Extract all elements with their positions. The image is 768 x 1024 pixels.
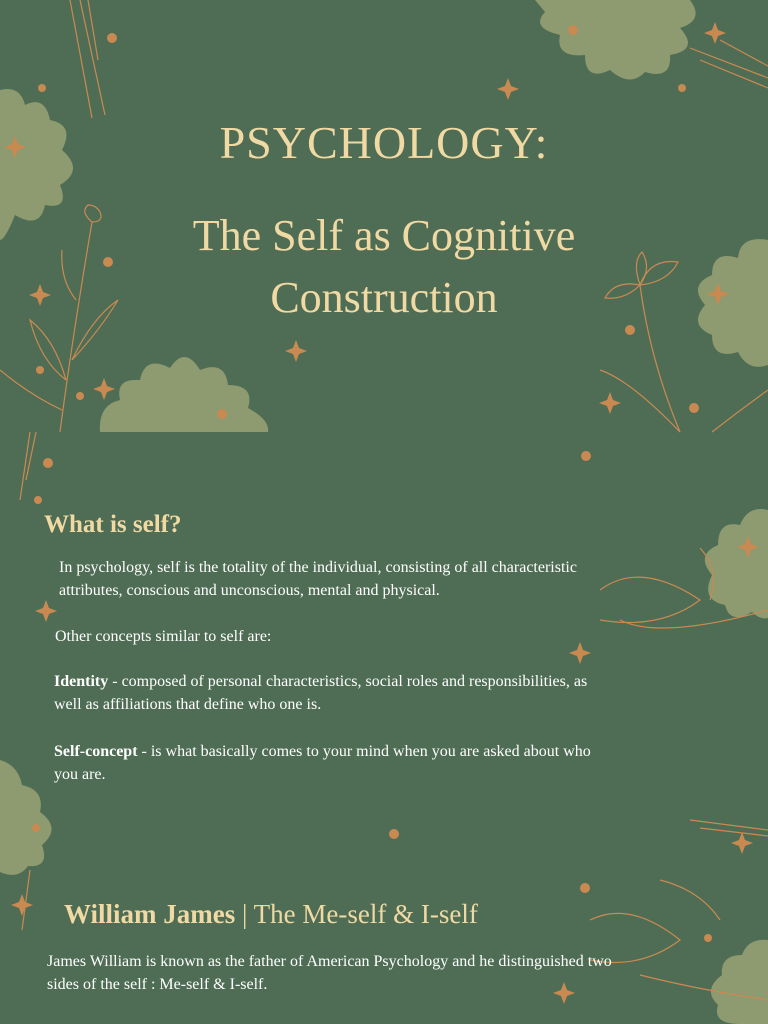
self-concept-paragraph	[54, 740, 591, 786]
self-concept-line-1	[54, 740, 591, 763]
section-heading-william-james	[64, 899, 478, 930]
definition-paragraph	[59, 556, 577, 602]
page-subtitle	[84, 205, 684, 329]
page-title: PSYCHOLOGY:	[219, 117, 549, 168]
section-heading-what-is-self: What is self?	[44, 511, 182, 538]
identity-line-2: well as affiliations that define who one is.	[54, 696, 322, 713]
self-concept-text: - is what basically comes to your mind when you are asked about who	[137, 743, 591, 760]
self-concept-term: Self-concept	[54, 743, 138, 760]
william-james-paragraph	[47, 950, 612, 996]
identity-term: Identity	[54, 673, 109, 690]
william-james-line-1: James William is known as the father of American Psychology and he distinguished two	[47, 953, 612, 970]
subtitle-line-2: Construction	[270, 273, 498, 322]
similar-concepts-intro: Other concepts similar to self are:	[55, 628, 272, 645]
definition-line-1: In psychology, self is the totality of the individual, consisting of all characteristic	[59, 559, 577, 576]
self-concept-line-2: you are.	[54, 766, 106, 783]
identity-line-1	[54, 670, 587, 693]
william-james-line-2: sides of the self : Me-self & I-self.	[47, 976, 268, 993]
subtitle-line-1: The Self as Cognitive	[192, 211, 576, 260]
william-james-subtitle: | The Me-self & I-self	[235, 899, 478, 929]
definition-line-2: attributes, conscious and unconscious, mental and physical.	[59, 582, 440, 599]
william-james-name: William James	[64, 899, 236, 929]
identity-text: - composed of personal characteristics, social roles and responsibilities, as	[108, 673, 588, 690]
identity-paragraph	[54, 670, 587, 716]
